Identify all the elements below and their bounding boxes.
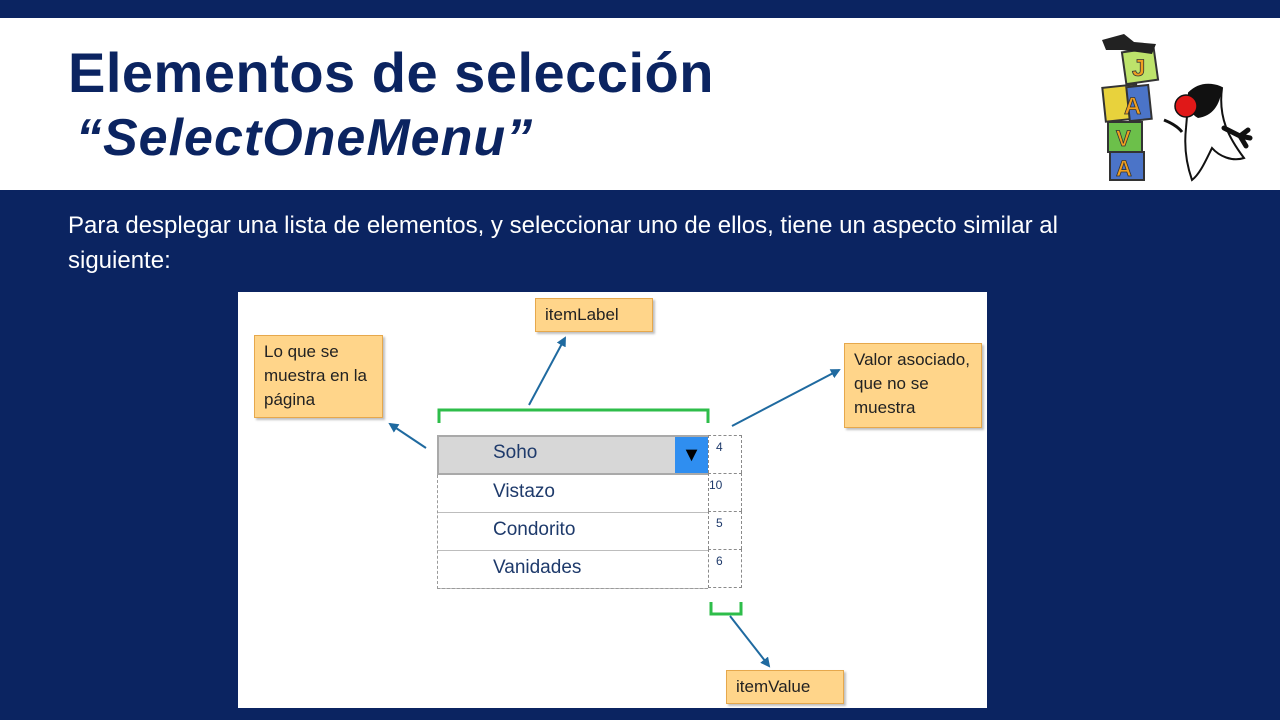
description-text: Para desplegar una lista de elementos, y seleccionar uno de ellos, tiene un aspecto similar al siguiente:: [68, 212, 1058, 274]
option-item[interactable]: [437, 475, 708, 513]
value-bracket: [711, 602, 741, 614]
selected-option-label: Soho: [493, 442, 538, 463]
option-label: Condorito: [493, 519, 576, 540]
itemvalue-callout: itemValue: [726, 670, 844, 704]
itemlabel-callout: itemLabel: [535, 298, 653, 332]
svg-text:J: J: [1132, 55, 1146, 82]
page-subtitle: “SelectOneMenu”: [76, 109, 534, 167]
option-label: Vistazo: [493, 481, 555, 502]
hidden-value-callout: Valor asociado, que no se muestra: [844, 343, 982, 428]
label-bracket: [439, 410, 708, 423]
option-label: Vanidades: [493, 557, 582, 578]
arrow-to-shown: [390, 424, 426, 448]
value-cell: [708, 549, 742, 588]
arrow-to-itemlabel: [529, 338, 565, 405]
svg-text:V: V: [1116, 126, 1131, 151]
value-text: 10: [709, 478, 723, 492]
page-title: Elementos de selección: [68, 41, 714, 104]
chevron-down-icon: ▼: [681, 444, 702, 466]
shown-on-page-callout: Lo que se muestra en la página: [254, 335, 383, 418]
arrow-to-value: [732, 370, 839, 426]
value-text: 5: [716, 516, 723, 530]
java-blocks-icon: [1102, 34, 1158, 181]
value-cell: [708, 435, 742, 473]
value-cell: [708, 511, 742, 549]
svg-text:A: A: [1124, 93, 1142, 120]
svg-text:A: A: [1116, 156, 1132, 181]
select-one-menu[interactable]: [437, 435, 708, 475]
java-duke-logo: [1094, 28, 1258, 186]
selectonemenu-diagram: [238, 292, 987, 708]
value-text: 6: [716, 554, 723, 568]
arrow-to-itemvalue: [730, 616, 769, 666]
value-cell: [708, 473, 742, 511]
value-text: 4: [716, 440, 723, 454]
dropdown-button[interactable]: [675, 437, 708, 473]
option-item[interactable]: [437, 513, 708, 551]
duke-mascot-icon: [1164, 85, 1250, 180]
option-item[interactable]: [437, 551, 708, 589]
